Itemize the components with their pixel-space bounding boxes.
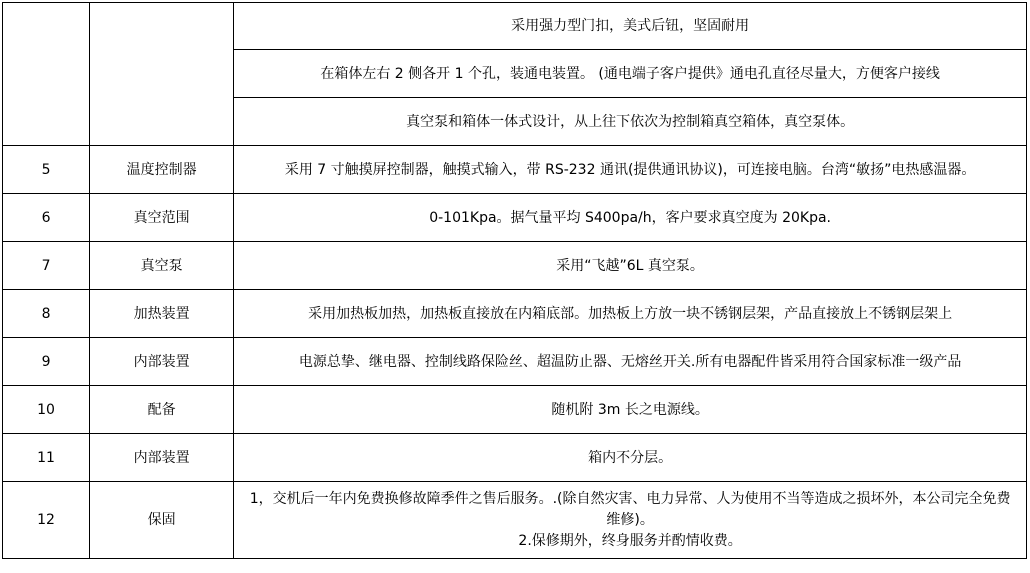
item-cell — [90, 3, 234, 146]
warranty-line-1: 1，交机后一年内免费换修故障季件之售后服务。.(除自然灾害、电力异常、人为使用不当等造成之损坏外，本公司完全免费维修)。 — [249, 490, 1011, 528]
table-row — [3, 338, 1027, 386]
number-cell: 7 — [3, 242, 90, 290]
number-cell: 8 — [3, 290, 90, 338]
description-cell: 随机附 3m 长之电源线。 — [234, 386, 1027, 434]
description-cell: 采用 7 寸触摸屏控制器，触摸式输入，带 RS-232 通讯(提供通讯协议)，可连接电脑。台湾“敏扬”电热感温器。 — [234, 146, 1027, 194]
item-cell: 真空范围 — [90, 194, 234, 242]
number-cell: 9 — [3, 338, 90, 386]
table-row — [3, 434, 1027, 482]
number-cell: 12 — [3, 482, 90, 559]
item-cell: 内部装置 — [90, 338, 234, 386]
description-cell: 采用加热板加热，加热板直接放在内箱底部。加热板上方放一块不锈钢层架，产品直接放上不锈钢层架上 — [234, 290, 1027, 338]
number-cell: 6 — [3, 194, 90, 242]
number-cell — [3, 3, 90, 146]
table-row — [3, 242, 1027, 290]
number-cell: 10 — [3, 386, 90, 434]
item-cell: 保固 — [90, 482, 234, 559]
description-cell: 采用“飞越”6L 真空泵。 — [234, 242, 1027, 290]
description-cell: 在箱体左右 2 侧各开 1 个孔，装通电装置。 (通电端子客户提供》通电孔直径尽量大，方便客户接线 — [234, 50, 1027, 98]
description-cell: 0-101Kpa。据气量平均 S400pa/h，客户要求真空度为 20Kpa. — [234, 194, 1027, 242]
table-row — [3, 194, 1027, 242]
number-cell: 5 — [3, 146, 90, 194]
item-cell: 温度控制器 — [90, 146, 234, 194]
table-row — [3, 146, 1027, 194]
item-cell: 加热装置 — [90, 290, 234, 338]
description-cell: 箱内不分层。 — [234, 434, 1027, 482]
item-cell: 内部装置 — [90, 434, 234, 482]
description-cell: 真空泵和箱体一体式设计，从上往下依次为控制箱真空箱体，真空泵体。 — [234, 98, 1027, 146]
table-row — [3, 386, 1027, 434]
warranty-description-cell — [234, 482, 1027, 559]
description-cell: 电源总挚、继电器、控制线路保险丝、超温防止器、无熔丝开关.所有电器配件皆采用符合国家标准一级产品 — [234, 338, 1027, 386]
item-cell: 配备 — [90, 386, 234, 434]
table-row — [3, 482, 1027, 559]
table-row — [3, 3, 1027, 50]
number-cell: 11 — [3, 434, 90, 482]
spec-table — [2, 2, 1027, 559]
warranty-line-2: 2.保修期外，终身服务并酌情收费。 — [518, 532, 742, 549]
table-row — [3, 290, 1027, 338]
item-cell: 真空泵 — [90, 242, 234, 290]
description-cell: 采用强力型门扣，美式后钮，坚固耐用 — [234, 3, 1027, 50]
